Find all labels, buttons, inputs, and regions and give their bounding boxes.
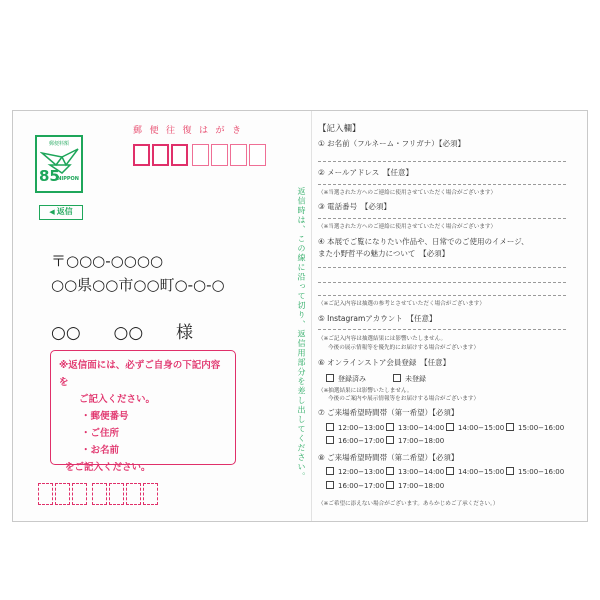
q5-note1: （※ご記入内容は抽選結果には影響いたしません。 <box>318 336 447 342</box>
q8-slot[interactable] <box>446 467 504 476</box>
stamp-price: 85 <box>39 167 60 185</box>
q5-answer-line[interactable] <box>318 329 566 330</box>
q4-label-line2: また小野哲平の魅力について 【必須】 <box>318 249 450 258</box>
checkbox[interactable] <box>386 467 394 475</box>
q3-note: （※当選された方へのご連絡に使用させていただく場合がございます） <box>318 224 497 230</box>
q6-option-label: 登録済み <box>338 375 366 383</box>
fold-line <box>311 111 312 521</box>
return-badge-label: 返信 <box>56 207 73 216</box>
stamp-brand: NIPPON <box>57 176 79 182</box>
q7-slot[interactable] <box>386 423 444 432</box>
q7-slot[interactable] <box>326 423 384 432</box>
notice-item-postal: ・郵便番号 <box>81 411 129 422</box>
q8-slot-label: 16:00−17:00 <box>338 482 385 490</box>
q8-slot-label: 13:00−14:00 <box>398 468 445 476</box>
q8-slot[interactable] <box>506 467 564 476</box>
name-family: ○○ <box>51 323 81 343</box>
checkbox[interactable] <box>446 467 454 475</box>
q7-slot-label: 17:00−18:00 <box>398 437 445 445</box>
checkbox[interactable] <box>506 467 514 475</box>
footer-note: （※ご希望に添えない場合がございます。あらかじめご了承ください。） <box>318 501 499 507</box>
q8-slot[interactable] <box>386 481 444 490</box>
postal-code-box[interactable] <box>152 144 169 166</box>
checkbox[interactable] <box>326 436 334 444</box>
notice-line2: ご記入ください。 <box>79 394 156 405</box>
q4-answer-line[interactable] <box>318 282 566 283</box>
checkbox[interactable] <box>326 467 334 475</box>
notice-line1: ※返信面には、必ずご自身の下記内容を <box>59 360 221 388</box>
q7-slot-label: 13:00−14:00 <box>398 424 445 432</box>
postal-code-box[interactable] <box>249 144 266 166</box>
sender-postal-box[interactable] <box>38 483 53 505</box>
address-line: ○○県○○市○○町○-○-○ <box>51 276 225 294</box>
q3-label: ③ 電話番号 【必須】 <box>318 202 391 211</box>
postage-stamp <box>35 135 83 193</box>
q7-slot[interactable] <box>446 423 504 432</box>
q1-answer-line[interactable] <box>318 161 566 162</box>
q8-slot[interactable] <box>326 467 384 476</box>
notice-item-name: ・お名前 <box>81 445 120 456</box>
q8-slot-label: 17:00−18:00 <box>398 482 445 490</box>
sender-postal-box[interactable] <box>55 483 70 505</box>
checkbox[interactable] <box>326 481 334 489</box>
postal-code-box[interactable] <box>230 144 247 166</box>
sender-postal-box[interactable] <box>126 483 141 505</box>
q5-label: ⑤ Instagramアカウント 【任意】 <box>318 314 437 323</box>
checkbox[interactable] <box>386 423 394 431</box>
cut-line-note: 返信時は、この線に沿って切り、返信用部分を差し出してください。 <box>297 187 306 482</box>
notice-box <box>50 350 236 473</box>
q5-note2: 今後の展示情報等を優先的にお届けする場合がございます） <box>328 345 480 351</box>
q6-note1: （※抽選結果には影響いたしません。 <box>318 388 413 394</box>
checkbox[interactable] <box>393 374 401 382</box>
q2-note: （※当選された方へのご連絡に使用させていただく場合がございます） <box>318 190 497 196</box>
q7-slot[interactable] <box>506 423 564 432</box>
q8-slot-label: 15:00−16:00 <box>518 468 565 476</box>
sender-postal-box[interactable] <box>109 483 124 505</box>
return-postcard <box>12 110 588 522</box>
sender-postal-box[interactable] <box>143 483 158 505</box>
q8-slot[interactable] <box>326 481 384 490</box>
q3-answer-line[interactable] <box>318 218 566 219</box>
q4-label-line1: ④ 本展でご覧になりたい作品や、日常でのご使用のイメージ、 <box>318 237 529 246</box>
checkbox[interactable] <box>386 481 394 489</box>
q7-slot[interactable] <box>386 436 444 445</box>
postal-code-box[interactable] <box>171 144 188 166</box>
name-given: ○○ <box>113 323 144 343</box>
q6-option-label: 未登録 <box>405 375 426 383</box>
notice-closing: をご記入ください。 <box>65 462 151 473</box>
form-heading: 【記入欄】 <box>318 124 361 134</box>
q7-slot-label: 16:00−17:00 <box>338 437 385 445</box>
checkbox[interactable] <box>386 436 394 444</box>
notice-item-address: ・ご住所 <box>81 428 120 439</box>
q6-option-registered[interactable] <box>326 374 366 384</box>
postal-code-box[interactable] <box>133 144 150 166</box>
postal-code-box[interactable] <box>192 144 209 166</box>
q2-label: ② メールアドレス 【任意】 <box>318 168 413 177</box>
checkbox[interactable] <box>446 423 454 431</box>
q2-answer-line[interactable] <box>318 184 566 185</box>
q7-slot-label: 15:00−16:00 <box>518 424 565 432</box>
checkbox[interactable] <box>326 374 334 382</box>
q7-slot[interactable] <box>326 436 384 445</box>
stamp-label: 郵便料額 <box>48 141 69 147</box>
q8-slot-label: 14:00−15:00 <box>458 468 505 476</box>
postcard-title: 郵便往復はがき <box>133 126 249 136</box>
q1-label: ① お名前（フルネーム・フリガナ）【必須】 <box>318 139 465 148</box>
q4-answer-line[interactable] <box>318 267 566 268</box>
sender-postal-box[interactable] <box>92 483 107 505</box>
q8-slot-label: 12:00−13:00 <box>338 468 385 476</box>
q7-label: ⑦ ご来場希望時間帯（第一希望）【必須】 <box>318 408 459 417</box>
postal-code-box[interactable] <box>211 144 228 166</box>
q7-slot-label: 14:00−15:00 <box>458 424 505 432</box>
q8-slot[interactable] <box>386 467 444 476</box>
q6-option-unregistered[interactable] <box>393 374 426 384</box>
honorific: 様 <box>175 323 193 343</box>
q6-label: ⑥ オンラインストア会員登録 【任意】 <box>318 358 451 367</box>
return-badge <box>39 205 83 220</box>
q4-note: （※ご記入内容は抽選の参考とさせていただく場合がございます） <box>318 301 485 307</box>
q4-answer-line[interactable] <box>318 295 566 296</box>
recipient-name <box>51 318 193 343</box>
q7-slot-label: 12:00−13:00 <box>338 424 385 432</box>
sender-postal-box[interactable] <box>72 483 87 505</box>
q6-note2: 今後のご案内や展示情報等をお届けする場合がございます） <box>328 396 480 402</box>
q8-label: ⑧ ご来場希望時間帯（第二希望）【必須】 <box>318 453 459 462</box>
checkbox[interactable] <box>326 423 334 431</box>
postal-code-text: 〒○○○-○○○○ <box>51 252 164 270</box>
checkbox[interactable] <box>506 423 514 431</box>
left-arrow-icon: ◀ <box>49 208 55 216</box>
